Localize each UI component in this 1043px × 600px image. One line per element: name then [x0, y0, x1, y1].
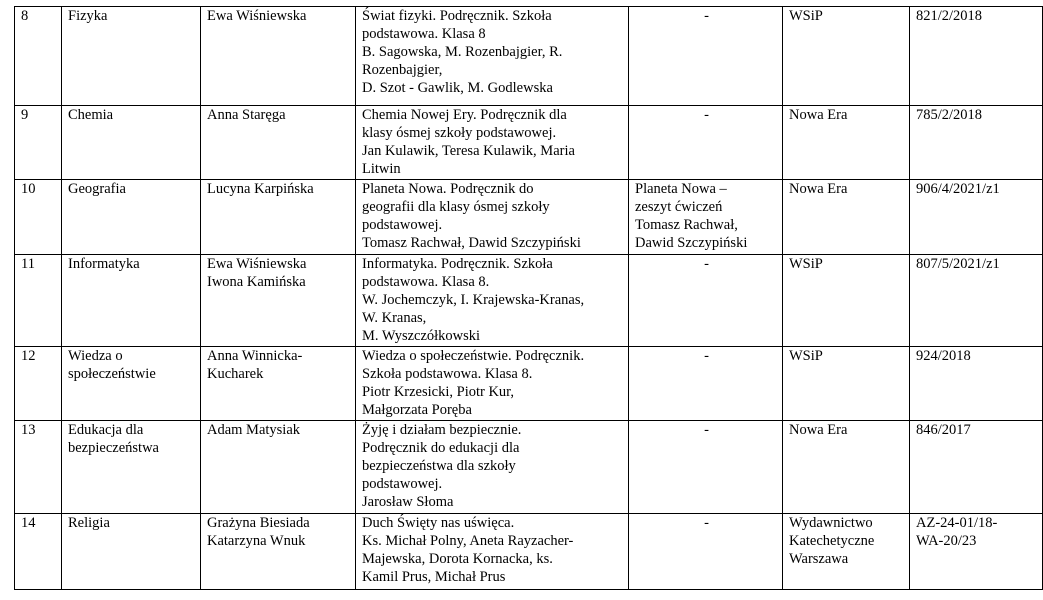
approval-number: 821/2/2018: [916, 8, 983, 24]
publisher-cell: [783, 421, 910, 514]
teacher-name: Lucyna Karpińska: [207, 181, 314, 197]
approval-number-cell: [910, 106, 1043, 180]
subject-text: bezpieczeństwa: [68, 440, 159, 456]
row-number-cell: [15, 347, 62, 421]
table-row: [15, 106, 1043, 180]
row-number-cell: [15, 514, 62, 590]
exercise-book-cell: [629, 7, 783, 106]
exercise-book-cell: [629, 255, 783, 347]
approval-number: 906/4/2021/z1: [916, 181, 1000, 197]
textbook-title-cell: [356, 347, 629, 421]
approval-number: AZ-24-01/18-: [916, 515, 998, 531]
publisher-text: WSiP: [789, 256, 823, 272]
title-line: podstawowa. Klasa 8.: [362, 274, 490, 290]
textbook-title-cell: [356, 180, 629, 255]
title-line: W. Jochemczyk, I. Krajewska-Kranas,: [362, 292, 585, 308]
table-row: [15, 180, 1043, 255]
approval-number: WA-20/23: [916, 533, 977, 549]
title-line: podstawowa. Klasa 8: [362, 26, 486, 42]
table-row: [15, 347, 1043, 421]
row-number: 13: [21, 422, 36, 438]
subject-cell: [62, 180, 201, 255]
subject-text: Wiedza o: [68, 348, 123, 364]
title-line: podstawowej.: [362, 476, 443, 492]
title-line: Duch Święty nas uświęca.: [362, 515, 515, 531]
title-line: Chemia Nowej Ery. Podręcznik dla: [362, 107, 567, 123]
textbook-title-cell: [356, 421, 629, 514]
subject-cell: [62, 421, 201, 514]
exercise-book-cell: [629, 347, 783, 421]
title-line: geografii dla klasy ósmej szkoły: [362, 199, 550, 215]
approval-number: 785/2/2018: [916, 107, 983, 123]
teacher-cell: [201, 180, 356, 255]
approval-number-cell: [910, 180, 1043, 255]
teacher-name: Ewa Wiśniewska: [207, 8, 307, 24]
title-line: Piotr Krzesicki, Piotr Kur,: [362, 384, 515, 400]
exercise-book-cell: [629, 106, 783, 180]
exercise-book-cell: [629, 514, 783, 590]
approval-number: 924/2018: [916, 348, 971, 364]
row-number-cell: [15, 421, 62, 514]
row-number-cell: [15, 180, 62, 255]
title-line: M. Wyszczółkowski: [362, 328, 481, 344]
exercise-text: -: [704, 256, 709, 272]
publisher-cell: [783, 180, 910, 255]
title-line: Świat fizyki. Podręcznik. Szkoła: [362, 8, 552, 24]
textbook-title-cell: [356, 7, 629, 106]
title-line: Wiedza o społeczeństwie. Podręcznik.: [362, 348, 585, 364]
exercise-text: zeszyt ćwiczeń: [635, 199, 723, 215]
subject-cell: [62, 514, 201, 590]
publisher-text: Nowa Era: [789, 181, 848, 197]
exercise-text: -: [704, 348, 709, 364]
table-row: [15, 514, 1043, 590]
title-line: Kamil Prus, Michał Prus: [362, 569, 506, 585]
title-line: Informatyka. Podręcznik. Szkoła: [362, 256, 553, 272]
publisher-cell: [783, 514, 910, 590]
subject-text: Fizyka: [68, 8, 108, 24]
approval-number-cell: [910, 514, 1043, 590]
row-number: 8: [21, 8, 29, 24]
teacher-name: Iwona Kamińska: [207, 274, 306, 290]
title-line: Jarosław Słoma: [362, 494, 454, 510]
teacher-cell: [201, 421, 356, 514]
subject-cell: [62, 347, 201, 421]
publisher-text: Wydawnictwo: [789, 515, 873, 531]
title-line: klasy ósmej szkoły podstawowej.: [362, 125, 557, 141]
title-line: D. Szot - Gawlik, M. Godlewska: [362, 80, 553, 96]
exercise-book-cell: [629, 421, 783, 514]
publisher-text: Katechetyczne: [789, 533, 875, 549]
textbook-title-cell: [356, 514, 629, 590]
teacher-name: Grażyna Biesiada: [207, 515, 310, 531]
row-number-cell: [15, 255, 62, 347]
row-number-cell: [15, 106, 62, 180]
subject-cell: [62, 255, 201, 347]
teacher-cell: [201, 7, 356, 106]
row-number: 9: [21, 107, 29, 123]
teacher-cell: [201, 106, 356, 180]
approval-number-cell: [910, 7, 1043, 106]
publisher-cell: [783, 255, 910, 347]
teacher-name: Anna Staręga: [207, 107, 286, 123]
table-row: [15, 255, 1043, 347]
subject-text: Geografia: [68, 181, 126, 197]
publisher-text: Nowa Era: [789, 107, 848, 123]
exercise-text: -: [704, 422, 709, 438]
publisher-cell: [783, 106, 910, 180]
publisher-text: Warszawa: [789, 551, 849, 567]
teacher-name: Anna Winnicka-: [207, 348, 303, 364]
exercise-text: -: [704, 515, 709, 531]
publisher-text: Nowa Era: [789, 422, 848, 438]
title-line: Szkoła podstawowa. Klasa 8.: [362, 366, 533, 382]
title-line: Rozenbajgier,: [362, 62, 443, 78]
textbook-table: [14, 6, 1043, 590]
teacher-cell: [201, 514, 356, 590]
exercise-text: Dawid Szczypiński: [635, 235, 748, 251]
teacher-name: Katarzyna Wnuk: [207, 533, 306, 549]
title-line: Ks. Michał Polny, Aneta Rayzacher-: [362, 533, 574, 549]
exercise-text: -: [704, 8, 709, 24]
row-number: 11: [21, 256, 35, 272]
approval-number-cell: [910, 347, 1043, 421]
exercise-text: Tomasz Rachwał,: [635, 217, 738, 233]
teacher-name: Ewa Wiśniewska: [207, 256, 307, 272]
teacher-name: Adam Matysiak: [207, 422, 301, 438]
title-line: B. Sagowska, M. Rozenbajgier, R.: [362, 44, 563, 60]
row-number: 14: [21, 515, 36, 531]
publisher-cell: [783, 347, 910, 421]
exercise-book-cell: [629, 180, 783, 255]
subject-text: Edukacja dla: [68, 422, 144, 438]
subject-cell: [62, 106, 201, 180]
subject-cell: [62, 7, 201, 106]
row-number: 10: [21, 181, 36, 197]
title-line: Jan Kulawik, Teresa Kulawik, Maria: [362, 143, 575, 159]
textbook-title-cell: [356, 106, 629, 180]
publisher-text: WSiP: [789, 348, 823, 364]
teacher-cell: [201, 347, 356, 421]
publisher-text: WSiP: [789, 8, 823, 24]
approval-number: 846/2017: [916, 422, 971, 438]
approval-number: 807/5/2021/z1: [916, 256, 1000, 272]
title-line: Małgorzata Poręba: [362, 402, 472, 418]
publisher-cell: [783, 7, 910, 106]
title-line: podstawowej.: [362, 217, 443, 233]
approval-number-cell: [910, 421, 1043, 514]
title-line: Podręcznik do edukacji dla: [362, 440, 520, 456]
teacher-name: Kucharek: [207, 366, 264, 382]
teacher-cell: [201, 255, 356, 347]
title-line: Majewska, Dorota Kornacka, ks.: [362, 551, 553, 567]
subject-text: Informatyka: [68, 256, 140, 272]
title-line: Tomasz Rachwał, Dawid Szczypiński: [362, 235, 581, 251]
title-line: Żyję i działam bezpiecznie.: [362, 422, 522, 438]
row-number-cell: [15, 7, 62, 106]
title-line: Planeta Nowa. Podręcznik do: [362, 181, 534, 197]
title-line: Litwin: [362, 161, 401, 177]
row-number: 12: [21, 348, 36, 364]
textbook-title-cell: [356, 255, 629, 347]
approval-number-cell: [910, 255, 1043, 347]
exercise-text: -: [704, 107, 709, 123]
title-line: bezpieczeństwa dla szkoły: [362, 458, 516, 474]
table-row: [15, 7, 1043, 106]
subject-text: Religia: [68, 515, 110, 531]
subject-text: Chemia: [68, 107, 114, 123]
subject-text: społeczeństwie: [68, 366, 156, 382]
title-line: W. Kranas,: [362, 310, 427, 326]
exercise-text: Planeta Nowa –: [635, 181, 727, 197]
table-row: [15, 421, 1043, 514]
